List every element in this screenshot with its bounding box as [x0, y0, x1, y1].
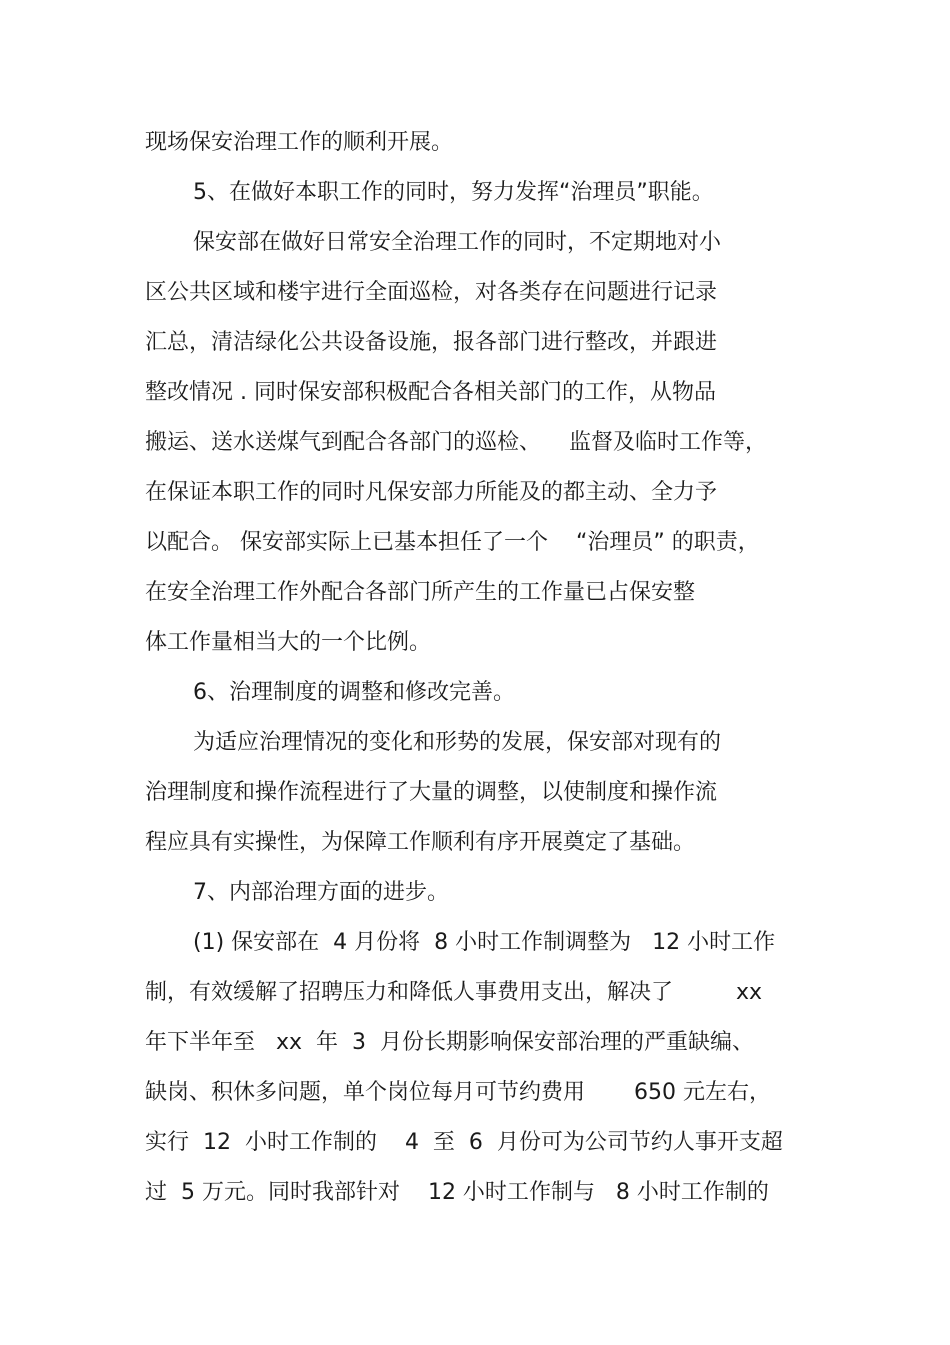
- paragraph-line: 体工作量相当大的一个比例。: [145, 630, 432, 655]
- paragraph-line: 区公共区域和楼宇进行全面巡检，对各类存在问题进行记录: [145, 280, 718, 305]
- paragraph-line: 年下半年至 xx 年 3 月份长期影响保安部治理的严重缺编、: [145, 1030, 754, 1055]
- paragraph-line: 实行 12 小时工作制的 4 至 6 月份可为公司节约人事开支超: [145, 1130, 783, 1155]
- paragraph-line: 制，有效缓解了招聘压力和降低人事费用支出，解决了 xx: [145, 980, 762, 1005]
- paragraph-line: 现场保安治理工作的顺利开展。: [145, 130, 454, 155]
- paragraph-line: 为适应治理情况的变化和形势的发展，保安部对现有的: [193, 730, 722, 755]
- paragraph-line: 以配合。 保安部实际上已基本担任了一个 “治理员” 的职责，: [145, 530, 760, 555]
- paragraph-line: (1) 保安部在 4 月份将 8 小时工作制调整为 12 小时工作: [193, 930, 776, 955]
- paragraph-line: 搬运、送水送煤气到配合各部门的巡检、 监督及临时工作等，: [145, 430, 767, 455]
- paragraph-line: 治理制度和操作流程进行了大量的调整，以使制度和操作流: [145, 780, 718, 805]
- section-heading-7: 7、内部治理方面的进步。: [193, 880, 449, 905]
- paragraph-line: 在保证本职工作的同时凡保安部力所能及的都主动、全力予: [145, 480, 718, 505]
- paragraph-line: 程应具有实操性，为保障工作顺利有序开展奠定了基础。: [145, 830, 696, 855]
- paragraph-line: 整改情况 . 同时保安部积极配合各相关部门的工作，从物品: [145, 380, 716, 405]
- section-heading-5: 5、在做好本职工作的同时，努力发挥“治理员”职能。: [193, 180, 714, 205]
- paragraph-line: 汇总，清洁绿化公共设备设施，报各部门进行整改，并跟进: [145, 330, 718, 355]
- paragraph-line: 在安全治理工作外配合各部门所产生的工作量已占保安整: [145, 580, 696, 605]
- paragraph-line: 保安部在做好日常安全治理工作的同时，不定期地对小: [193, 230, 722, 255]
- paragraph-line: 过 5 万元。同时我部针对 12 小时工作制与 8 小时工作制的: [145, 1180, 769, 1205]
- section-heading-6: 6、治理制度的调整和修改完善。: [193, 680, 515, 705]
- paragraph-line: 缺岗、积休多问题，单个岗位每月可节约费用 650 元左右，: [145, 1080, 771, 1105]
